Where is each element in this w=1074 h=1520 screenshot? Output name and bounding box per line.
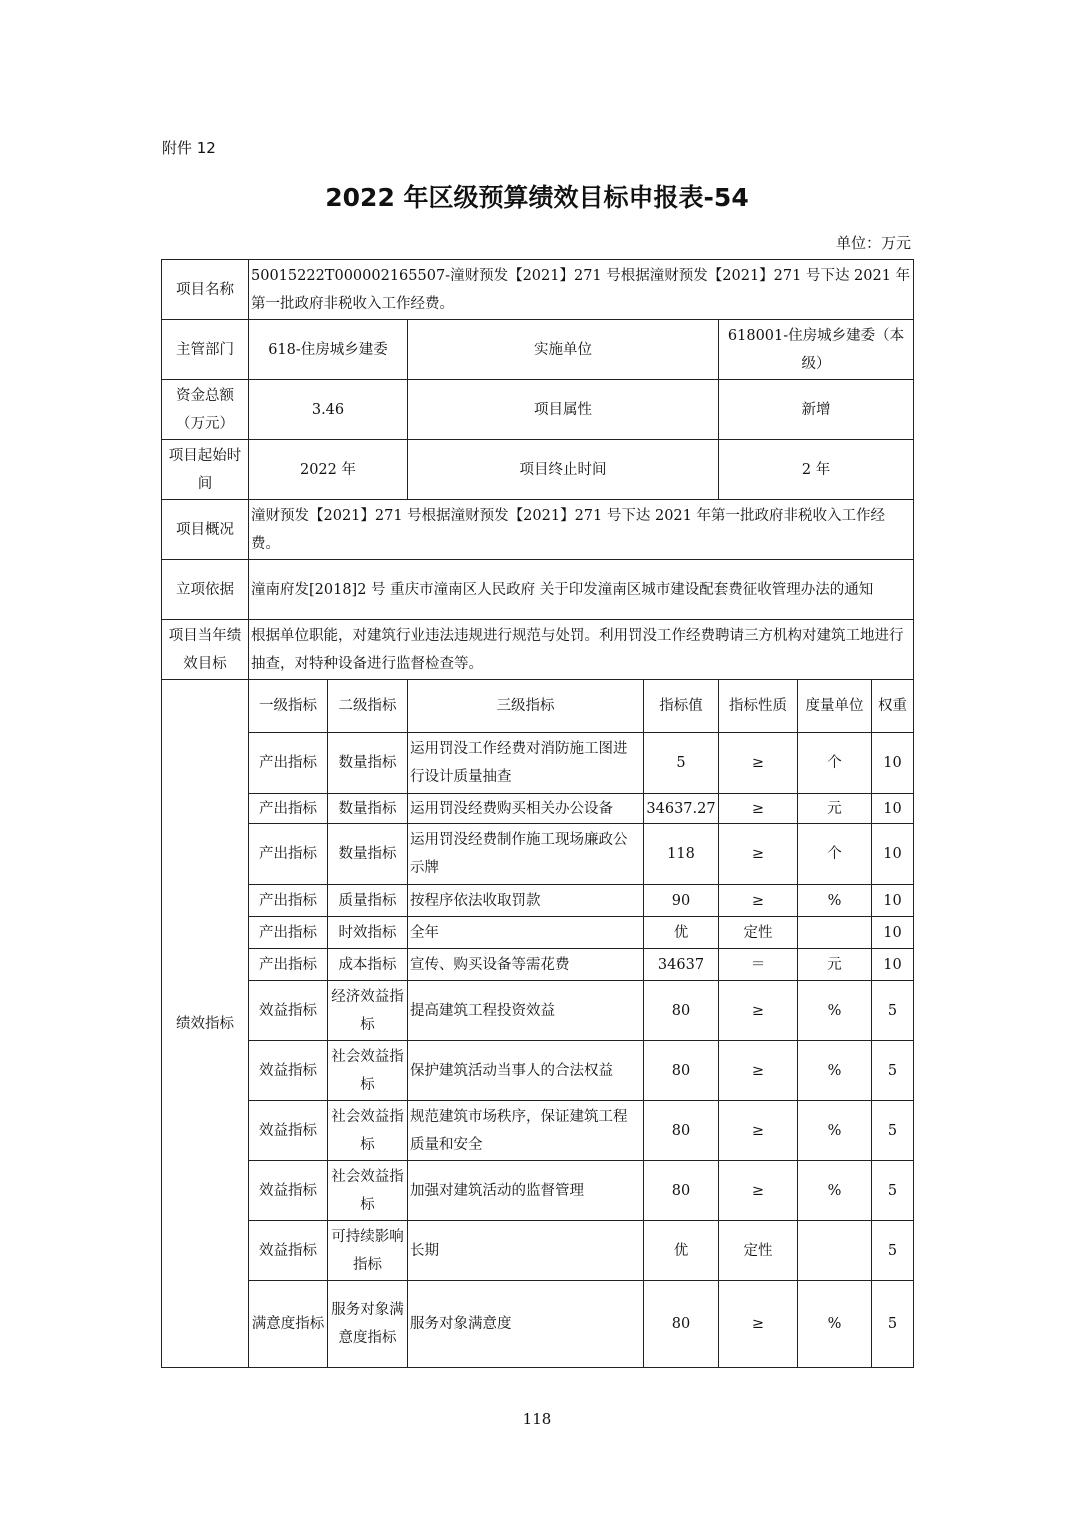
indicator-row xyxy=(162,1101,914,1161)
label-goal: 项目当年绩效目标 xyxy=(162,620,249,680)
indicator-value: 80 xyxy=(644,981,719,1041)
indicator-value: 80 xyxy=(644,1281,719,1368)
indicator-unit: % xyxy=(798,1281,872,1368)
indicator-nature: ≥ xyxy=(719,794,798,824)
indicator-unit xyxy=(798,1221,872,1281)
row-basis xyxy=(162,560,914,620)
indicator-nature: ≥ xyxy=(719,1101,798,1161)
header-unit: 度量单位 xyxy=(798,680,872,733)
indicator-l2: 可持续影响指标 xyxy=(328,1221,408,1281)
document-title: 2022 年区级预算绩效目标申报表-54 xyxy=(325,183,749,212)
row-overview xyxy=(162,500,914,560)
value-goal: 根据单位职能，对建筑行业违法违规进行规范与处罚。利用罚没工作经费聘请三方机构对建筑工地进行抽查，对特种设备进行监督检查等。 xyxy=(249,620,914,680)
indicator-l1: 效益指标 xyxy=(249,1221,328,1281)
row-fund xyxy=(162,380,914,440)
unit-label: 单位：万元 xyxy=(835,234,911,252)
indicator-unit: % xyxy=(798,981,872,1041)
indicator-row xyxy=(162,917,914,949)
indicator-l3: 按程序依法收取罚款 xyxy=(408,885,644,917)
indicator-value: 5 xyxy=(644,733,719,794)
indicator-l2: 服务对象满意度指标 xyxy=(328,1281,408,1368)
indicator-nature: 定性 xyxy=(719,917,798,949)
indicator-l1: 产出指标 xyxy=(249,917,328,949)
indicator-value: 优 xyxy=(644,917,719,949)
indicator-l2: 数量指标 xyxy=(328,733,408,794)
indicator-nature: 定性 xyxy=(719,1221,798,1281)
indicator-l1: 效益指标 xyxy=(249,1041,328,1101)
indicator-weight: 5 xyxy=(872,1101,914,1161)
indicator-row xyxy=(162,949,914,981)
indicator-weight: 5 xyxy=(872,981,914,1041)
indicator-unit: % xyxy=(798,885,872,917)
indicator-l3: 运用罚没经费制作施工现场廉政公示牌 xyxy=(408,824,644,885)
indicator-l3: 宣传、购买设备等需花费 xyxy=(408,949,644,981)
indicator-l1: 效益指标 xyxy=(249,1101,328,1161)
indicator-value: 118 xyxy=(644,824,719,885)
label-attr: 项目属性 xyxy=(408,380,719,440)
indicator-unit: 元 xyxy=(798,949,872,981)
label-overview: 项目概况 xyxy=(162,500,249,560)
indicator-unit: % xyxy=(798,1161,872,1221)
indicator-value: 优 xyxy=(644,1221,719,1281)
indicator-weight: 5 xyxy=(872,1161,914,1221)
indicator-nature: ≥ xyxy=(719,1281,798,1368)
indicator-l3: 全年 xyxy=(408,917,644,949)
indicator-nature: ≥ xyxy=(719,824,798,885)
indicator-l2: 社会效益指标 xyxy=(328,1041,408,1101)
indicator-l1: 产出指标 xyxy=(249,733,328,794)
indicator-weight: 10 xyxy=(872,733,914,794)
indicator-l2: 成本指标 xyxy=(328,949,408,981)
header-weight: 权重 xyxy=(872,680,914,733)
indicator-l3: 保护建筑活动当事人的合法权益 xyxy=(408,1041,644,1101)
indicator-header-row xyxy=(162,680,914,733)
indicator-value: 80 xyxy=(644,1101,719,1161)
value-fund: 3.46 xyxy=(249,380,408,440)
indicator-l1: 产出指标 xyxy=(249,885,328,917)
indicator-l1: 产出指标 xyxy=(249,794,328,824)
indicator-nature: ≥ xyxy=(719,1041,798,1101)
header-level3: 三级指标 xyxy=(408,680,644,733)
indicator-l1: 效益指标 xyxy=(249,981,328,1041)
indicator-nature: ≥ xyxy=(719,885,798,917)
indicator-weight: 5 xyxy=(872,1221,914,1281)
value-basis: 潼南府发[2018]2 号 重庆市潼南区人民政府 关于印发潼南区城市建设配套费征收管理办法的通知 xyxy=(249,560,914,620)
indicator-l3: 运用罚没工作经费对消防施工图进行设计质量抽查 xyxy=(408,733,644,794)
indicator-row xyxy=(162,1041,914,1101)
indicator-nature: ≥ xyxy=(719,1161,798,1221)
label-basis: 立项依据 xyxy=(162,560,249,620)
indicator-nature: ≥ xyxy=(719,981,798,1041)
indicator-value: 90 xyxy=(644,885,719,917)
indicator-value: 34637.27 xyxy=(644,794,719,824)
value-impl-unit: 618001-住房城乡建委（本级） xyxy=(719,320,914,380)
indicator-l3: 服务对象满意度 xyxy=(408,1281,644,1368)
indicator-weight: 5 xyxy=(872,1041,914,1101)
indicator-row xyxy=(162,1281,914,1368)
indicator-weight: 10 xyxy=(872,824,914,885)
label-end: 项目终止时间 xyxy=(408,440,719,500)
indicator-value: 80 xyxy=(644,1161,719,1221)
indicator-weight: 10 xyxy=(872,885,914,917)
indicator-l2: 经济效益指标 xyxy=(328,981,408,1041)
indicator-row xyxy=(162,733,914,794)
row-dept xyxy=(162,320,914,380)
indicator-row xyxy=(162,1161,914,1221)
value-project-name: 50015222T000002165507-潼财预发【2021】271 号根据潼财预发【2021】271 号下达 2021 年第一批政府非税收入工作经费。 xyxy=(249,260,914,320)
value-start: 2022 年 xyxy=(249,440,408,500)
row-period xyxy=(162,440,914,500)
attachment-label: 附件 12 xyxy=(162,139,216,157)
indicator-row xyxy=(162,794,914,824)
indicator-l2: 数量指标 xyxy=(328,824,408,885)
indicator-l3: 提高建筑工程投资效益 xyxy=(408,981,644,1041)
indicator-unit: % xyxy=(798,1101,872,1161)
label-impl-unit: 实施单位 xyxy=(408,320,719,380)
budget-performance-table xyxy=(161,259,914,1368)
header-level2: 二级指标 xyxy=(328,680,408,733)
header-nature: 指标性质 xyxy=(719,680,798,733)
label-start: 项目起始时间 xyxy=(162,440,249,500)
row-project-name xyxy=(162,260,914,320)
page-number: 118 xyxy=(522,1410,552,1428)
indicator-row xyxy=(162,1221,914,1281)
indicator-nature: ＝ xyxy=(719,949,798,981)
indicator-weight: 5 xyxy=(872,1281,914,1368)
indicator-unit: 元 xyxy=(798,794,872,824)
indicator-l1: 满意度指标 xyxy=(249,1281,328,1368)
header-value: 指标值 xyxy=(644,680,719,733)
indicator-unit xyxy=(798,917,872,949)
label-dept: 主管部门 xyxy=(162,320,249,380)
indicator-row xyxy=(162,885,914,917)
value-end: 2 年 xyxy=(719,440,914,500)
label-project-name: 项目名称 xyxy=(162,260,249,320)
indicator-l1: 效益指标 xyxy=(249,1161,328,1221)
indicator-weight: 10 xyxy=(872,794,914,824)
indicator-l2: 社会效益指标 xyxy=(328,1161,408,1221)
indicator-row xyxy=(162,824,914,885)
indicator-value: 80 xyxy=(644,1041,719,1101)
indicator-l2: 社会效益指标 xyxy=(328,1101,408,1161)
indicator-l2: 质量指标 xyxy=(328,885,408,917)
indicator-l3: 运用罚没经费购买相关办公设备 xyxy=(408,794,644,824)
indicator-row xyxy=(162,981,914,1041)
indicator-weight: 10 xyxy=(872,949,914,981)
indicator-unit: 个 xyxy=(798,733,872,794)
label-performance: 绩效指标 xyxy=(162,680,249,1368)
indicator-unit: 个 xyxy=(798,824,872,885)
indicator-l2: 时效指标 xyxy=(328,917,408,949)
value-dept: 618-住房城乡建委 xyxy=(249,320,408,380)
indicator-unit: % xyxy=(798,1041,872,1101)
row-goal xyxy=(162,620,914,680)
indicator-l1: 产出指标 xyxy=(249,949,328,981)
indicator-l1: 产出指标 xyxy=(249,824,328,885)
indicator-l3: 长期 xyxy=(408,1221,644,1281)
value-attr: 新增 xyxy=(719,380,914,440)
indicator-value: 34637 xyxy=(644,949,719,981)
indicator-nature: ≥ xyxy=(719,733,798,794)
indicator-weight: 10 xyxy=(872,917,914,949)
indicator-l3: 加强对建筑活动的监督管理 xyxy=(408,1161,644,1221)
indicator-l3: 规范建筑市场秩序，保证建筑工程质量和安全 xyxy=(408,1101,644,1161)
value-overview: 潼财预发【2021】271 号根据潼财预发【2021】271 号下达 2021 年第一批政府非税收入工作经费。 xyxy=(249,500,914,560)
header-level1: 一级指标 xyxy=(249,680,328,733)
label-fund: 资金总额（万元） xyxy=(162,380,249,440)
indicator-l2: 数量指标 xyxy=(328,794,408,824)
